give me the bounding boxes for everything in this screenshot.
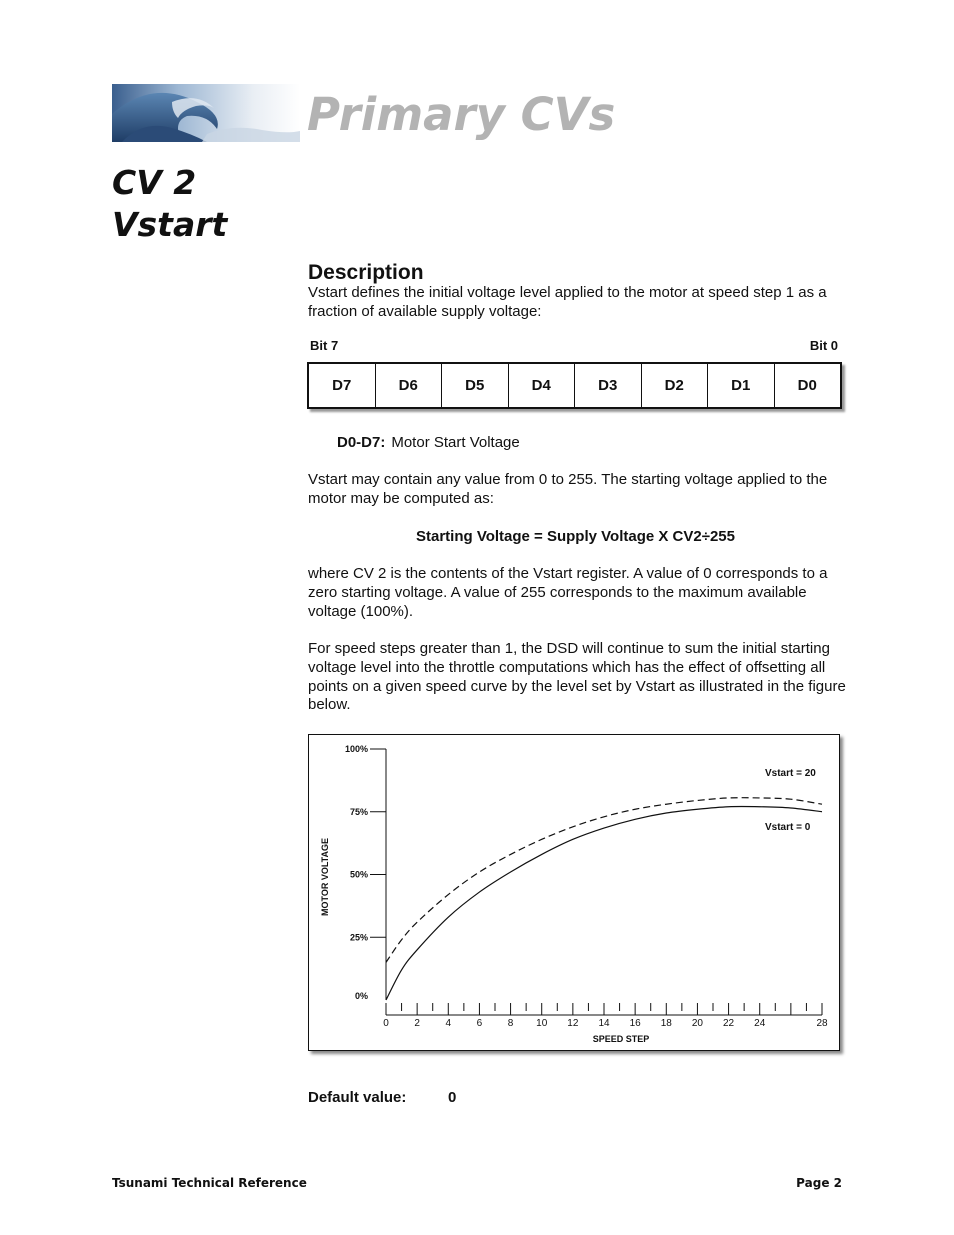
x-tick-label: 22 bbox=[723, 1018, 735, 1029]
x-tick-label: 20 bbox=[691, 1018, 703, 1029]
x-tick-label: 18 bbox=[660, 1018, 672, 1029]
x-tick-label: 0 bbox=[383, 1018, 389, 1029]
bits-definition-key: D0-D7: bbox=[337, 434, 386, 451]
cv-title bbox=[112, 162, 227, 246]
bit-cell-d6: D6 bbox=[376, 364, 443, 407]
paragraph-range: Vstart may contain any value from 0 to 255. The starting voltage applied to the motor may be computed as: bbox=[308, 471, 828, 507]
x-axis-label: SPEED STEP bbox=[592, 1034, 650, 1044]
y-tick-label: 0% bbox=[354, 991, 368, 1001]
legend-vstart-0: Vstart = 0 bbox=[765, 822, 811, 833]
description-intro: Vstart defines the initial voltage level applied to the motor at speed step 1 as a fraction of available supply voltage: bbox=[308, 284, 827, 320]
legend-vstart-20: Vstart = 20 bbox=[765, 768, 816, 779]
x-tick-label: 8 bbox=[507, 1018, 514, 1029]
x-tick-label: 16 bbox=[629, 1018, 641, 1029]
x-tick-label: 28 bbox=[816, 1018, 828, 1029]
y-tick-label: 25% bbox=[349, 932, 368, 943]
y-tick-label: 75% bbox=[349, 806, 368, 817]
x-tick-label: 14 bbox=[598, 1018, 610, 1029]
description-heading: Description bbox=[308, 261, 424, 284]
formula: Starting Voltage = Supply Voltage X CV2÷255 bbox=[415, 528, 735, 545]
paragraph-register: where CV 2 is the contents of the Vstart register. A value of 0 corresponds to a zero starting voltage. A value of 255 corresponds to the maximum available voltage (100%). bbox=[308, 565, 828, 620]
bit-cell-d0: D0 bbox=[775, 364, 841, 407]
bit-cell-d5: D5 bbox=[442, 364, 509, 407]
y-axis-label: MOTOR VOLTAGE bbox=[320, 838, 330, 916]
x-tick-label: 6 bbox=[476, 1018, 483, 1029]
bit-cell-d3: D3 bbox=[575, 364, 642, 407]
bit-cell-d1: D1 bbox=[708, 364, 775, 407]
bit-cell-d2: D2 bbox=[642, 364, 709, 407]
bit0-label: Bit 0 bbox=[809, 338, 838, 353]
default-value-label: Default value: bbox=[308, 1089, 407, 1106]
wave-logo bbox=[112, 84, 300, 142]
x-tick-label: 10 bbox=[536, 1018, 548, 1029]
y-tick-label: 100% bbox=[344, 744, 368, 754]
default-value: 0 bbox=[448, 1089, 457, 1106]
series-line-vstart-0 bbox=[386, 806, 822, 1000]
x-tick-label: 4 bbox=[445, 1018, 452, 1029]
x-tick-label: 2 bbox=[414, 1018, 420, 1029]
footer-doc-title: Tsunami Technical Reference bbox=[112, 1176, 307, 1190]
cv-number: CV 2 bbox=[112, 163, 197, 202]
bits-definition-text: Motor Start Voltage bbox=[391, 434, 520, 451]
bit7-label: Bit 7 bbox=[310, 338, 339, 353]
x-tick-label: 24 bbox=[754, 1018, 766, 1029]
bit-table bbox=[307, 362, 842, 409]
cv-name: Vstart bbox=[112, 205, 228, 244]
bits-definition bbox=[337, 434, 520, 451]
bit-cell-d4: D4 bbox=[509, 364, 576, 407]
section-title: Primary CVs bbox=[307, 88, 616, 141]
bit-cell-d7: D7 bbox=[309, 364, 376, 407]
footer-page-number: Page 2 bbox=[796, 1176, 842, 1190]
chart-svg bbox=[309, 735, 841, 1052]
x-tick-label: 12 bbox=[567, 1018, 579, 1029]
y-tick-label: 50% bbox=[349, 869, 368, 880]
paragraph-speed-steps: For speed steps greater than 1, the DSD will continue to sum the initial starting voltage level into the throttle computations which has the effect of offsetting all points on a given speed curve by the level set by Vstart as illustrated in the figure below. bbox=[308, 640, 846, 714]
series-line-vstart-20 bbox=[386, 798, 822, 963]
speed-curve-chart bbox=[308, 734, 840, 1051]
